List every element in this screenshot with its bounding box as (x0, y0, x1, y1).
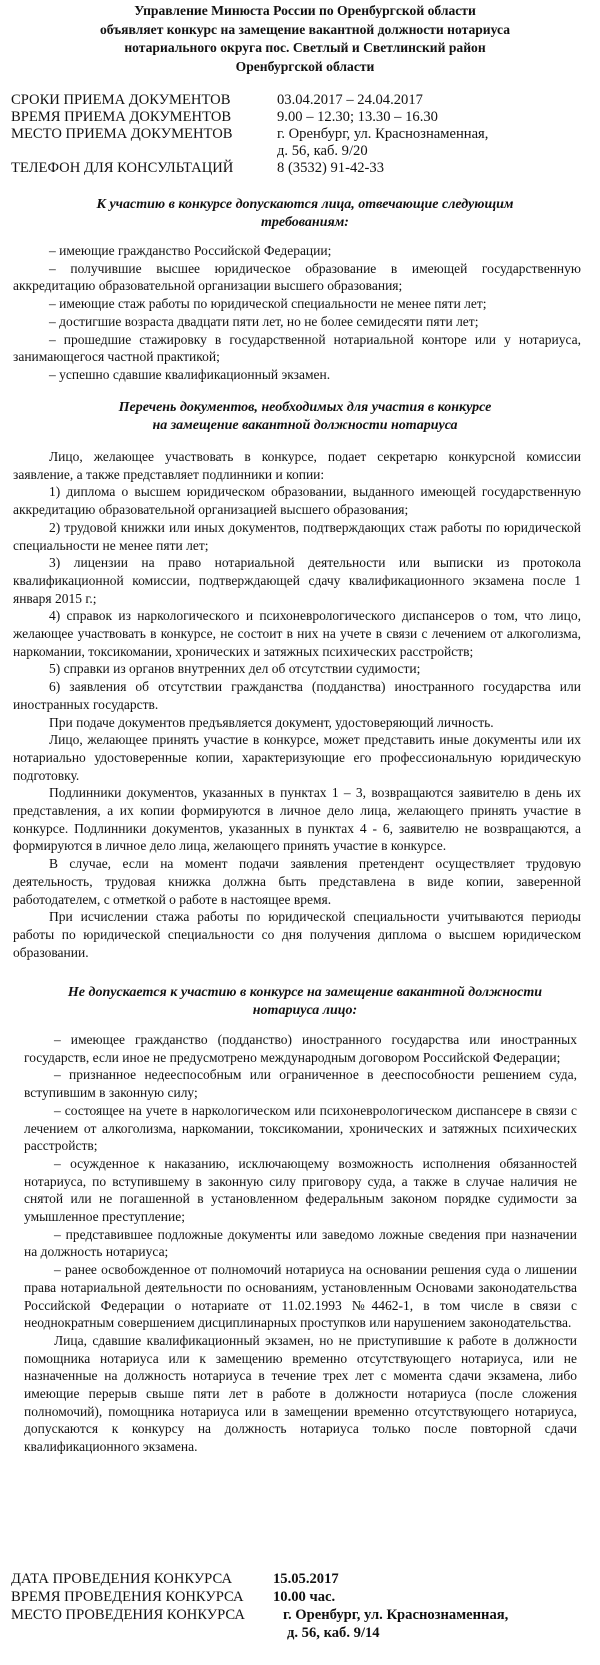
list-item: ‒ достигшие возраста двадцати пяти лет, но не более семидесяти пяти лет; (49, 313, 479, 329)
restrictions-title (30, 984, 580, 1021)
list-item: ‒ прошедшие стажировку в государственной нотариальной конторе или у нотариуса, занимающегося частной практикой; (13, 331, 581, 365)
list-item: ‒ состоящее на учете в наркологическом или психоневрологическом диспансере в связи с лечением от алкоголизма, наркомании, токсикомании, хронических и затяжных психических расстройств; (24, 1102, 577, 1154)
info-time-label: ВРЕМЯ ПРИЕМА ДОКУМЕНТОВ (11, 109, 232, 125)
footer-time-value: 10.00 час. (273, 1589, 336, 1605)
announcement-header (40, 2, 570, 76)
list-item: ‒ имеющее гражданство (подданство) иностранного государства или иностранных государств, если иное не предусмотрено международным договором Российской Федерации; (24, 1032, 577, 1065)
info-dates-value: 03.04.2017 – 24.04.2017 (277, 92, 423, 108)
list-item: ‒ успешно сдавшие квалификационный экзамен. (49, 366, 331, 382)
footer-date-value: 15.05.2017 (273, 1571, 339, 1587)
footer-place-label: МЕСТО ПРОВЕДЕНИЯ КОНКУРСА (11, 1607, 245, 1623)
paragraph: 2) трудовой книжки или иных документов, подтверждающих стаж работы по юридической специальности не менее пяти лет; (13, 519, 581, 553)
list-item: ‒ признанное недееспособным или ограниченное в дееспособности решением суда, вступившим в законную силу; (24, 1067, 577, 1101)
restrictions-title-line: нотариуса лицо: (252, 1003, 358, 1019)
documents-body (13, 448, 581, 961)
info-dates-row (11, 92, 571, 109)
requirements-title-line: требованиям: (261, 215, 349, 231)
header-line: нотариального округа пос. Светлый и Светлинский район (124, 40, 486, 56)
info-dates-label: СРОКИ ПРИЕМА ДОКУМЕНТОВ (11, 92, 231, 108)
paragraph: Подлинники документов, указанных в пунктах 1 – 3, возвращаются заявителю в день их представления, а их копии формируются в личное дело лица, желающего принять участие в конкурсе. Подлинники документов, указанных в пунктах 4 - 6, заявителю не возвращаются, а формируются в личное дело лица, желающего принять участие в конкурсе. (13, 785, 581, 854)
list-item: ‒ ранее освобожденное от полномочий нотариуса на основании решения суда о лишении права нотариальной деятельности по основаниям, установленным Основами законодательства Российской Федерации о нотариате от 11.02.1993 №4462-1, в том числе в связи с неоднократным совершением дисциплинарных проступков или нарушением законодательства. (24, 1262, 577, 1331)
list-item: ‒ осужденное к наказанию, исключающему возможность исполнения обязанностей нотариуса, по вступившему в законную силу приговору суда, а также в случае наличия не снятой или не погашенной в установленном федеральным законом порядке судимости за умышленное преступление; (24, 1155, 577, 1225)
info-phone-row (11, 160, 571, 177)
documents-title-line: на замещение вакантной должности нотариуса (152, 418, 458, 434)
info-phone-value: 8 (3532) 91-42-33 (277, 160, 385, 176)
paragraph: При подаче документов предъявляется документ, удостоверяющий личность. (49, 714, 494, 730)
list-item: ‒ получившие высшее юридическое образование в имеющей государственную аккредитацию образовательной организации высшего образования; (13, 260, 581, 294)
paragraph: Лицо, желающее участвовать в конкурсе, подает секретарю конкурсной комиссии заявление, а также представляет подлинники и копии: (13, 449, 581, 482)
paragraph: При исчислении стажа работы по юридической специальности учитываются периоды работы по юридической специальности со дня получения диплома о высшем юридическом образовании. (13, 909, 581, 960)
restrictions-title-line: Не допускается к участию в конкурсе на замещение вакантной должности (67, 985, 543, 1000)
paragraph: Лицо, желающее принять участие в конкурсе, может представить иные документы или их нотариально удостоверенные копии, характеризующие его профессиональную юридическую подготовку. (13, 732, 581, 783)
restrictions-list (24, 1031, 577, 1456)
header-line: Управление Минюста России по Оренбургской области (134, 3, 476, 18)
documents-title (30, 399, 580, 436)
info-place-value-2: д. 56, каб. 9/20 (277, 143, 368, 159)
list-item: ‒ имеющие гражданство Российской Федерации; (49, 243, 332, 258)
footer-date-row (11, 1571, 571, 1589)
restrictions-note: Лица, сдавшие квалификационный экзамен, но не приступившие к работе в должности помощника нотариуса или к замещению временно отсутствующего нотариуса, или не назначенные на должность нотариуса в течение трех лет с момента сдачи экзамена, либо имеющие перерыв свыше пяти лет в работе в должности нотариуса (после сложения полномочий), помощника нотариуса или в замещении временно отсутствующего нотариуса, допускаются к конкурсу на должность нотариуса только после повторной сдачи квалификационного экзамена. (24, 1332, 577, 1455)
footer-place-value: г. Оренбург, ул. Краснознаменная, (283, 1607, 509, 1623)
requirements-title-line: К участию в конкурсе допускаются лица, отвечающие следующим (96, 197, 514, 212)
footer-time-row (11, 1589, 571, 1607)
info-place-row (11, 126, 571, 160)
requirements-title (30, 196, 580, 233)
paragraph: 6) заявления об отсутствии гражданства (подданства) иностранного государства или иностранных государств. (13, 679, 581, 712)
list-item: ‒ представившее подложные документы или заведомо ложные сведения при назначении на должность нотариуса; (24, 1226, 577, 1260)
paragraph: В случае, если на момент подачи заявления претендент осуществляет трудовую деятельность, трудовая книжка должна быть представлена в виде копии, заверенной работодателем, с отметкой о работе в настоящее время. (13, 856, 581, 907)
list-item: ‒ имеющие стаж работы по юридической специальности не менее пяти лет; (49, 296, 487, 312)
paragraph: 1) диплома о высшем юридическом образовании, выданного имеющей государственную аккредитацию образовательной организацией высшего образования; (13, 484, 581, 518)
requirements-list (13, 242, 581, 384)
header-line: объявляет конкурс на замещение вакантной должности нотариуса (99, 21, 511, 37)
paragraph: 4) справок из наркологического и психоневрологического диспансеров о том, что лицо, желающее участвовать в конкурсе, не состоит в них на учете в связи с лечением от алкоголизма, наркомании, токсикомании, хронических и затяжных психических расстройств; (13, 608, 581, 659)
info-time-row (11, 109, 571, 126)
documents-title-line: Перечень документов, необходимых для участия в конкурсе (118, 400, 492, 415)
footer-date-label: ДАТА ПРОВЕДЕНИЯ КОНКУРСА (11, 1571, 232, 1587)
header-line: Оренбургской области (235, 58, 375, 74)
info-time-value: 9.00 – 12.30; 13.30 – 16.30 (277, 109, 438, 125)
info-place-value: г. Оренбург, ул. Краснознаменная, (277, 126, 489, 142)
paragraph: 5) справки из органов внутренних дел об отсутствии судимости; (49, 661, 421, 677)
paragraph: 3) лицензии на право нотариальной деятельности или выписки из протокола квалификационной комиссии, подтверждающей сдачу квалификационного экзамена после 1 января 2015 г.; (13, 555, 581, 606)
info-phone-label: ТЕЛЕФОН ДЛЯ КОНСУЛЬТАЦИЙ (11, 160, 234, 176)
footer-place-value-2: д. 56, каб. 9/14 (287, 1625, 380, 1641)
footer-place-row (11, 1607, 571, 1643)
footer-time-label: ВРЕМЯ ПРОВЕДЕНИЯ КОНКУРСА (11, 1589, 244, 1605)
info-place-label: МЕСТО ПРИЕМА ДОКУМЕНТОВ (11, 126, 233, 142)
